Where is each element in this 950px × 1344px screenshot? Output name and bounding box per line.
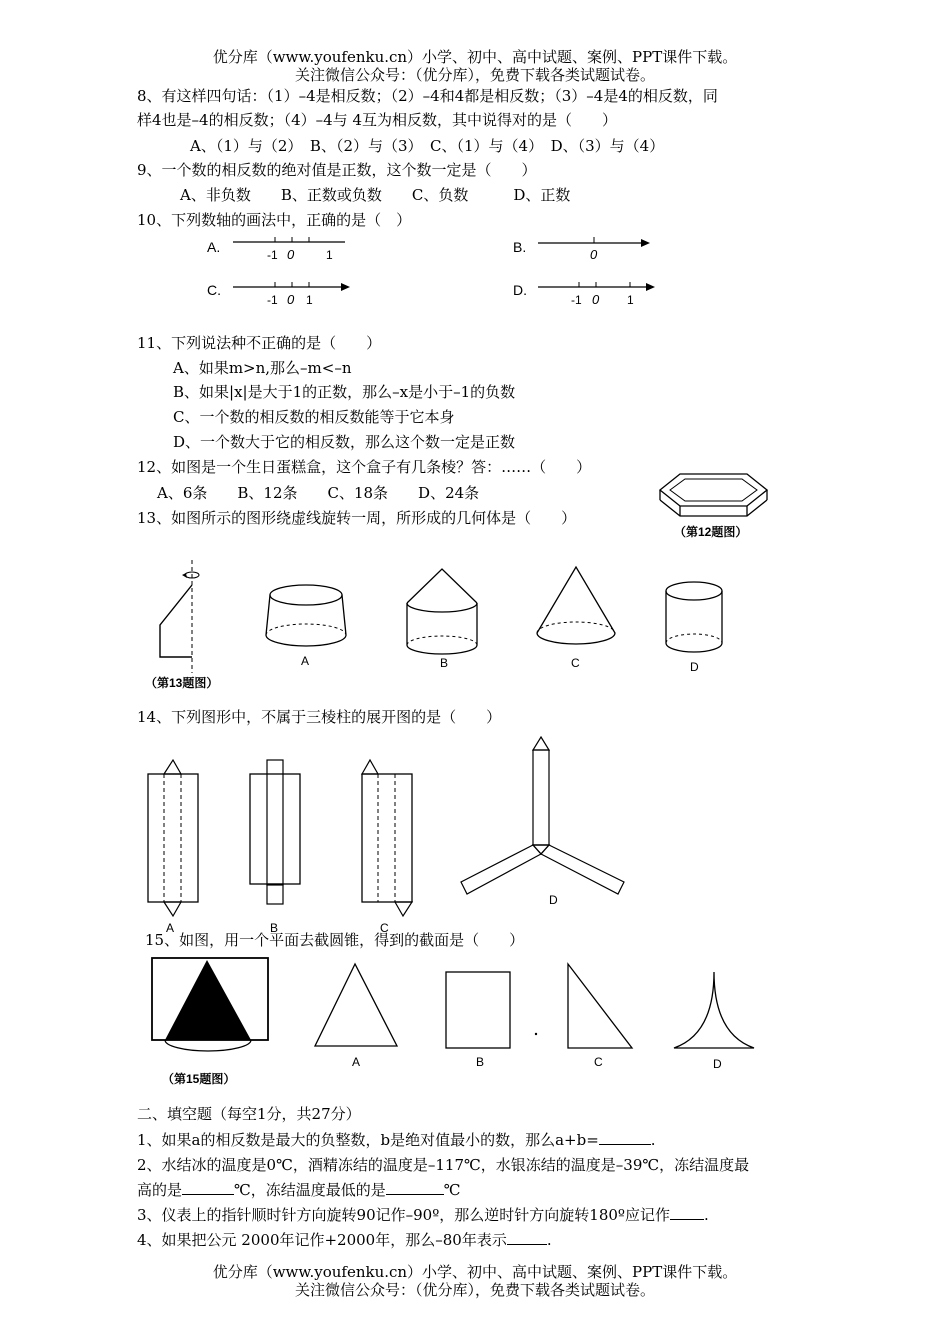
fill-q4-blank[interactable] bbox=[507, 1230, 547, 1245]
fill-q3-end: . bbox=[703, 1206, 709, 1224]
q15-stem: 15、如图，用一个平面去截圆锥，得到的截面是（ ） bbox=[145, 931, 525, 949]
q10-label-d: D. bbox=[513, 282, 527, 298]
q12-cake-box-figure bbox=[652, 470, 777, 545]
section2-title: 二、填空题（每空1分，共27分） bbox=[137, 1105, 361, 1123]
q10-stem: 10、下列数轴的画法中，正确的是（ ） bbox=[137, 211, 412, 229]
header-line-2: 关注微信公众号：（优分库），免费下载各类试题试卷。 bbox=[294, 66, 655, 84]
q9-stem: 9、一个数的相反数的绝对值是正数，这个数一定是（ ） bbox=[137, 161, 537, 179]
header-line-1: 优分库（www.youfenku.cn）小学、初中、高中试题、案例、PPT课件下载。 bbox=[212, 48, 738, 66]
q14-label-d: D bbox=[549, 893, 558, 907]
fill-q1 bbox=[137, 1130, 656, 1150]
q10-b-zero: 0 bbox=[590, 247, 598, 262]
q10-a-one: 1 bbox=[326, 248, 333, 262]
q10-a-neg1: -1 bbox=[267, 248, 278, 262]
fill-q4 bbox=[137, 1230, 552, 1250]
q12-options: A、6条 B、12条 C、18条 D、24条 bbox=[157, 484, 480, 502]
q13-label-b: B bbox=[440, 656, 449, 670]
fill-q3 bbox=[137, 1205, 709, 1225]
fill-q4-end: . bbox=[546, 1231, 552, 1249]
q10-a-zero: 0 bbox=[287, 247, 295, 262]
q10-d-one: 1 bbox=[627, 293, 634, 307]
q10-d-zero: 0 bbox=[592, 292, 600, 307]
fill-q1-text: 1、如果a的相反数是最大的负整数，b是绝对值最小的数，那么a+b= bbox=[137, 1131, 599, 1149]
q10-label-c: C. bbox=[207, 282, 221, 298]
fill-q2-blank-2[interactable] bbox=[386, 1180, 444, 1195]
q15-label-d: D bbox=[713, 1057, 722, 1071]
q12-stem: 12、如图是一个生日蛋糕盒，这个盒子有几条棱？答：……（ ） bbox=[137, 458, 592, 476]
q10-c-zero: 0 bbox=[287, 292, 295, 307]
footer-line-1: 优分库（www.youfenku.cn）小学、初中、高中试题、案例、PPT课件下载。 bbox=[212, 1263, 738, 1281]
q13-label-a: A bbox=[301, 654, 310, 668]
q15-label-c: C bbox=[594, 1055, 603, 1069]
q13-solids-figure bbox=[140, 555, 740, 695]
q12-caption: （第12题图） bbox=[674, 525, 748, 539]
fill-q2-line-2 bbox=[137, 1180, 461, 1200]
q11-option-b: B、如果|x|是大于1的正数，那么–x是小于–1的负数 bbox=[173, 383, 516, 401]
q10-c-neg1: -1 bbox=[267, 293, 278, 307]
q13-caption: （第13题图） bbox=[145, 676, 219, 690]
q11-stem: 11、下列说法种不正确的是（ ） bbox=[137, 334, 382, 352]
q10-number-lines bbox=[195, 232, 675, 312]
q14-label-a: A bbox=[166, 921, 175, 935]
q8-line-1: 8、有这样四句话：（1）–4是相反数；（2）–4和4都是相反数；（3）–4是4的相反数，同 bbox=[137, 87, 718, 105]
footer-line-2: 关注微信公众号：（优分库），免费下载各类试题试卷。 bbox=[294, 1281, 655, 1299]
fill-q2-blank-1[interactable] bbox=[182, 1180, 234, 1195]
q10-label-b: B. bbox=[513, 239, 527, 255]
q8-options: A、（1）与（2） B、（2）与（3） C、（1）与（4） D、（3）与（4） bbox=[190, 137, 665, 155]
fill-q2-text-c: ℃ bbox=[443, 1181, 461, 1199]
q14-label-c: C bbox=[380, 921, 389, 935]
q15-label-b: B bbox=[476, 1055, 485, 1069]
q10-c-one: 1 bbox=[306, 293, 313, 307]
q15-sections-figure bbox=[140, 952, 740, 1092]
fill-q2-text-a: 高的是 bbox=[137, 1181, 183, 1199]
fill-q2-text-b: ℃，冻结温度最低的是 bbox=[234, 1181, 386, 1199]
q14-stem: 14、下列图形中，不属于三棱柱的展开图的是（ ） bbox=[137, 708, 502, 726]
q15-caption: （第15题图） bbox=[162, 1072, 236, 1086]
fill-q1-blank[interactable] bbox=[599, 1130, 651, 1145]
fill-q3-text: 3、仪表上的指针顺时针方向旋转90记作–90º，那么逆时针方向旋转180º应记作 bbox=[137, 1206, 670, 1224]
q14-label-b: B bbox=[270, 921, 279, 935]
q14-nets-figure bbox=[140, 732, 660, 935]
q10-d-neg1: -1 bbox=[571, 293, 582, 307]
fill-q1-end: . bbox=[650, 1131, 656, 1149]
q15-label-a: A bbox=[352, 1055, 361, 1069]
fill-q3-blank[interactable] bbox=[670, 1205, 704, 1220]
q11-option-a: A、如果m>n,那么–m<–n bbox=[173, 359, 352, 377]
q13-label-d: D bbox=[690, 660, 699, 674]
q9-options: A、非负数 B、正数或负数 C、负数 D、正数 bbox=[180, 186, 571, 204]
fill-q2-line-1: 2、水结冰的温度是0℃，酒精冻结的温度是–117℃，水银冻结的温度是–39℃，冻结温度最 bbox=[137, 1156, 750, 1174]
fill-q4-text: 4、如果把公元 2000年记作+2000年，那么–80年表示 bbox=[137, 1231, 507, 1249]
q13-label-c: C bbox=[571, 656, 580, 670]
q11-option-d: D、一个数大于它的相反数，那么这个数一定是正数 bbox=[173, 433, 516, 451]
q13-stem: 13、如图所示的图形绕虚线旋转一周，所形成的几何体是（ ） bbox=[137, 509, 577, 527]
q10-label-a: A. bbox=[207, 239, 221, 255]
q8-line-2: 样4也是–4的相反数；（4）–4与 4互为相反数，其中说得对的是（ ） bbox=[137, 111, 617, 129]
q11-option-c: C、一个数的相反数的相反数能等于它本身 bbox=[173, 408, 455, 426]
